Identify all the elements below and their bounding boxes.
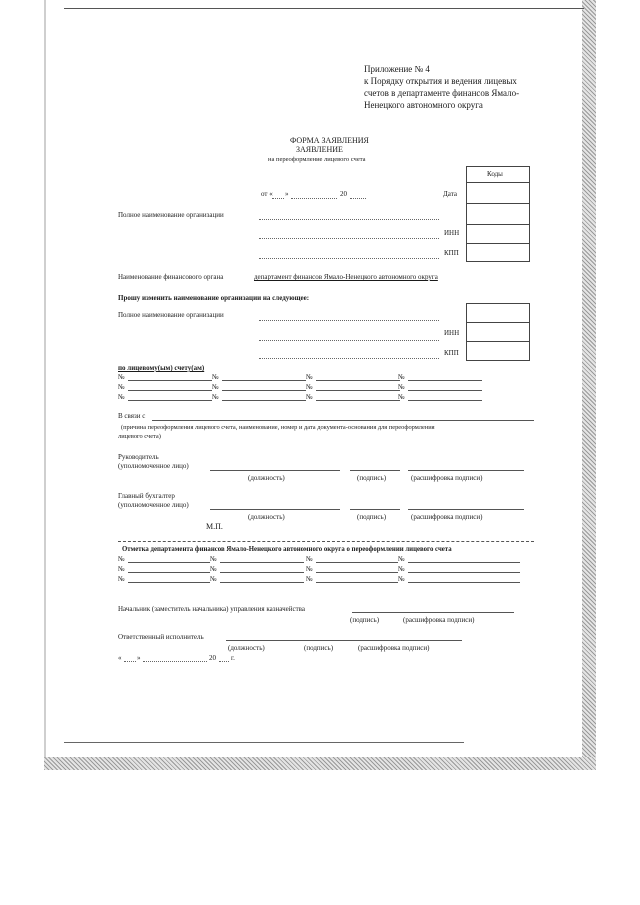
mark-account-field[interactable] [220,572,304,573]
stamp-place: М.П. [206,522,223,531]
inn-code-cell[interactable] [466,224,530,244]
request-full-name-label: Полное наименование организации [118,311,224,319]
account-no-label: № [212,393,219,401]
executor-position-caption: (должность) [228,644,265,652]
appendix-line-1: Приложение № 4 [364,64,430,74]
date-prefix: от « [261,190,273,198]
mark-no-label: № [398,565,405,573]
mark-no-label: № [398,555,405,563]
document-title: ЗАЯВЛЕНИЕ [296,145,343,154]
org-full-name-label: Полное наименование организации [118,211,224,219]
org-name-line-1[interactable] [259,219,439,220]
head-position-caption: (должность) [248,474,285,482]
head-position-field[interactable] [210,470,340,471]
executor-year: 20 [209,654,216,662]
date-day-field[interactable] [272,198,284,199]
date-code-label: Дата [443,190,457,198]
account-no-label: № [118,393,125,401]
date-year-field[interactable] [350,198,366,199]
mark-account-field[interactable] [128,562,210,563]
account-no-label: № [398,373,405,381]
accountant-position-field[interactable] [210,509,340,510]
accountant-signature-field[interactable] [350,509,400,510]
request-inn-label: ИНН [444,329,460,337]
treasury-transcript-caption: (расшифровка подписи) [403,616,475,624]
request-kpp-cell[interactable] [466,341,530,361]
mark-account-field[interactable] [128,572,210,573]
mark-separator [118,541,534,542]
mark-account-field[interactable] [316,572,398,573]
accountant-transcript-field[interactable] [408,509,524,510]
financial-body-label: Наименование финансового органа [118,273,224,281]
executor-day-field[interactable] [124,661,136,662]
executor-year-suffix: г. [231,654,235,662]
account-field[interactable] [128,390,212,391]
account-no-label: № [306,373,313,381]
account-no-label: № [212,373,219,381]
mark-account-field[interactable] [408,562,520,563]
reason-field[interactable] [152,420,534,421]
org-name-line-3[interactable] [259,258,439,259]
executor-field[interactable] [226,640,462,641]
executor-label: Ответственный исполнитель [118,633,204,641]
appendix-line-4: Ненецкого автономного округа [364,100,483,110]
new-name-line-3[interactable] [259,358,439,359]
mark-no-label: № [210,555,217,563]
kpp-code-label: КПП [444,249,459,257]
mark-no-label: № [210,565,217,573]
account-field[interactable] [316,390,400,391]
accountant-sublabel: (уполномоченное лицо) [118,501,189,509]
mark-no-label: № [306,555,313,563]
page-frame-left [44,0,46,770]
treasury-head-signature-field[interactable] [352,612,514,613]
financial-body-value: департамент финансов Ямало-Ненецкого автономного округа [254,273,438,281]
head-transcript-caption: (расшифровка подписи) [411,474,483,482]
mark-no-label: № [210,575,217,583]
account-no-label: № [118,383,125,391]
date-year: 20 [340,190,347,198]
account-no-label: № [306,383,313,391]
executor-transcript-caption: (расшифровка подписи) [358,644,430,652]
page-frame-shadow-bottom [44,757,596,770]
account-field[interactable] [408,380,482,381]
head-transcript-field[interactable] [408,470,524,471]
form-title: ФОРМА ЗАЯВЛЕНИЯ [290,136,369,145]
mark-account-field[interactable] [316,582,398,583]
head-signature-caption: (подпись) [357,474,387,482]
codes-header-cell [466,166,530,183]
head-sublabel: (уполномоченное лицо) [118,462,189,470]
account-field[interactable] [408,400,482,401]
account-no-label: № [306,393,313,401]
mark-no-label: № [118,575,125,583]
head-signature-field[interactable] [350,470,400,471]
account-field[interactable] [316,380,400,381]
account-no-label: № [212,383,219,391]
mark-account-field[interactable] [408,572,520,573]
executor-month-field[interactable] [143,661,207,662]
appendix-line-3: счетов в департаменте финансов Ямало- [364,88,520,98]
account-field[interactable] [128,380,212,381]
request-inn-cell[interactable] [466,322,530,342]
inn-code-label: ИНН [444,229,460,237]
executor-date-prefix: « [118,654,122,662]
new-name-line-2[interactable] [259,340,439,341]
mark-account-field[interactable] [316,562,398,563]
top-rule [64,8,584,9]
appendix-line-2: к Порядку открытия и ведения лицевых [364,76,517,86]
head-label: Руководитель [118,453,159,461]
date-month-field[interactable] [291,198,337,199]
codes-header-label: Коды [487,170,503,178]
request-code-cell-1[interactable] [466,303,530,323]
blank-code-cell[interactable] [466,203,530,225]
accounts-title: по лицевому(ым) счету(ам) [118,364,205,372]
account-field[interactable] [222,380,306,381]
executor-date-mid: » [137,654,141,662]
mark-no-label: № [306,575,313,583]
account-no-label: № [398,393,405,401]
org-name-line-2[interactable] [259,238,439,239]
new-name-line-1[interactable] [259,320,439,321]
account-field[interactable] [128,400,212,401]
request-kpp-label: КПП [444,349,459,357]
document-subtitle: на переоформление лицевого счета [268,156,366,163]
mark-no-label: № [398,575,405,583]
account-field[interactable] [316,400,400,401]
accountant-position-caption: (должность) [248,513,285,521]
reason-hint-1: (причина переоформления лицевого счета, наименование, номер и дата документа-основания для переоформления [121,424,435,431]
accountant-transcript-caption: (расшифровка подписи) [411,513,483,521]
mark-account-field[interactable] [128,582,210,583]
treasury-signature-caption: (подпись) [350,616,380,624]
mark-account-field[interactable] [220,582,304,583]
mark-account-field[interactable] [220,562,304,563]
reason-label: В связи с [118,412,146,420]
mark-no-label: № [118,555,125,563]
accountant-signature-caption: (подпись) [357,513,387,521]
executor-year-field[interactable] [219,661,229,662]
reason-hint-2: лицевого счета) [118,433,161,440]
mark-no-label: № [118,565,125,573]
account-field[interactable] [222,400,306,401]
account-field[interactable] [408,390,482,391]
department-mark-title: Отметка департамента финансов Ямало-Ненецкого автономного округа о переоформлении лицевого счета [122,546,452,553]
date-mid: » [285,190,289,198]
mark-account-field[interactable] [408,582,520,583]
mark-no-label: № [306,565,313,573]
bottom-rule [64,742,464,743]
request-title: Прошу изменить наименование организации на следующее: [118,294,310,302]
accountant-label: Главный бухгалтер [118,492,175,500]
account-no-label: № [118,373,125,381]
treasury-head-label: Начальник (заместитель начальника) управления казначейства [118,605,305,613]
kpp-code-cell[interactable] [466,243,530,262]
account-field[interactable] [222,390,306,391]
account-no-label: № [398,383,405,391]
page-frame-shadow-right [582,0,596,770]
date-code-cell[interactable] [466,182,530,204]
executor-signature-caption: (подпись) [304,644,334,652]
